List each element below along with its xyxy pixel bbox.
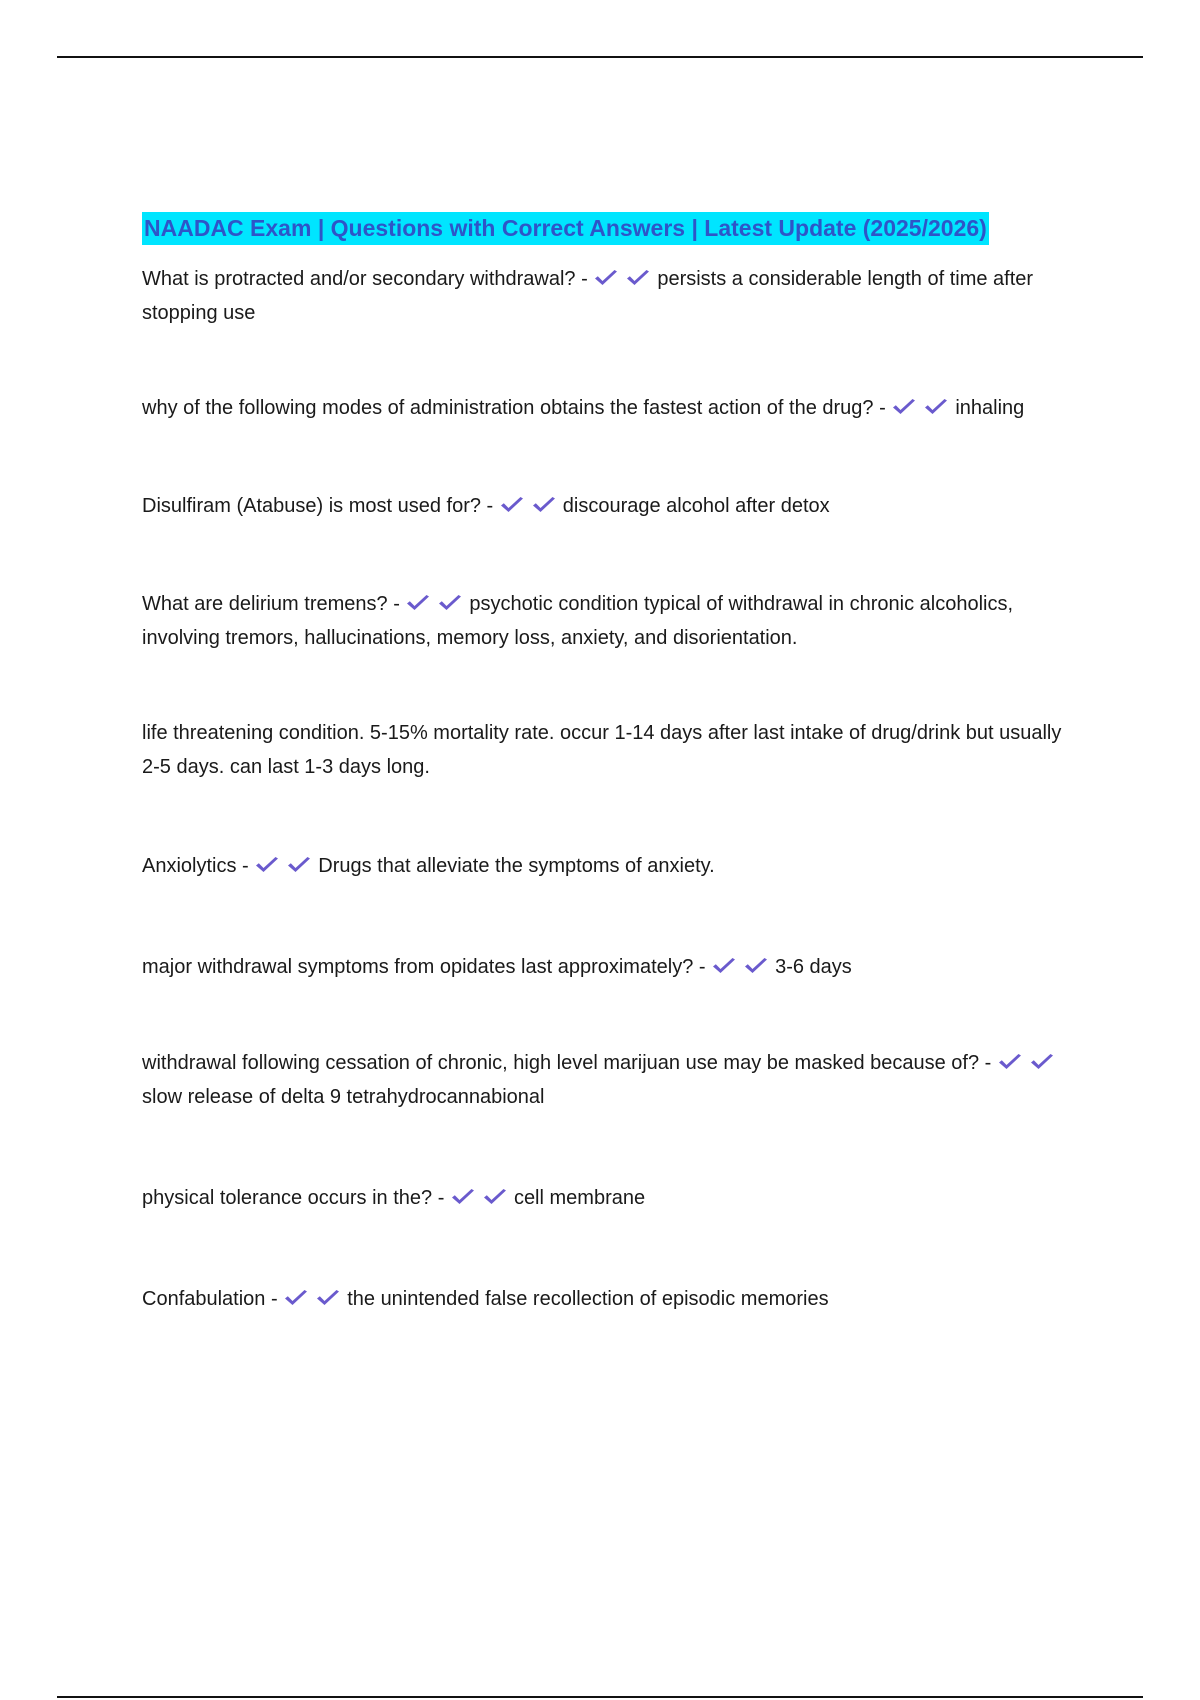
check-pair — [593, 268, 657, 290]
qa-item — [142, 391, 1072, 425]
check-icon — [286, 856, 312, 874]
answer-text: cell membrane — [513, 1187, 646, 1209]
qa-item — [142, 1282, 1072, 1316]
check-icon — [997, 1053, 1023, 1071]
question-text: What is protracted and/or secondary withdrawal? - — [142, 268, 594, 290]
document-body — [142, 212, 1072, 1316]
check-icon — [1029, 1053, 1055, 1071]
document-title: NAADAC Exam | Questions with Correct Answers | Latest Update (2025/2026) — [142, 212, 989, 245]
qa-item — [142, 587, 1072, 655]
check-pair — [283, 1288, 347, 1310]
check-icon — [711, 957, 737, 975]
question-text: withdrawal following cessation of chronic, high level marijuan use may be masked because of? - — [142, 1052, 997, 1074]
qa-note — [142, 716, 1072, 784]
check-icon — [482, 1188, 508, 1206]
check-icon — [593, 269, 619, 287]
question-text: major withdrawal symptoms from opidates last approximately? - — [142, 956, 712, 978]
check-icon — [283, 1289, 309, 1307]
answer-text: 3-6 days — [775, 956, 852, 978]
check-icon — [891, 398, 917, 416]
check-pair — [891, 397, 955, 419]
question-text: What are delirium tremens? - — [142, 593, 406, 615]
check-icon — [531, 496, 557, 514]
question-text: why of the following modes of administration obtains the fastest action of the drug? - — [142, 397, 892, 419]
answer-text: persists a considerable length of time after stopping use — [142, 268, 1034, 324]
qa-item — [142, 489, 1072, 523]
check-icon — [254, 856, 280, 874]
check-icon — [625, 269, 651, 287]
question-text: physical tolerance occurs in the? - — [142, 1187, 450, 1209]
check-icon — [499, 496, 525, 514]
question-text: Disulfiram (Atabuse) is most used for? - — [142, 495, 499, 517]
qa-list — [142, 262, 1072, 1316]
qa-item — [142, 1046, 1072, 1114]
answer-text: the unintended false recollection of episodic memories — [347, 1288, 829, 1310]
footer-rule — [57, 1696, 1143, 1698]
check-icon — [315, 1289, 341, 1307]
qa-item — [142, 849, 1072, 883]
check-pair — [450, 1187, 514, 1209]
check-pair — [405, 593, 469, 615]
check-pair — [499, 495, 563, 517]
header-rule — [57, 56, 1143, 58]
qa-item — [142, 1181, 1072, 1215]
check-icon — [450, 1188, 476, 1206]
check-icon — [743, 957, 769, 975]
qa-item — [142, 950, 1072, 984]
answer-text: discourage alcohol after detox — [562, 495, 830, 517]
check-pair — [997, 1052, 1061, 1074]
check-icon — [405, 594, 431, 612]
answer-text: Drugs that alleviate the symptoms of anxiety. — [318, 855, 715, 877]
check-icon — [923, 398, 949, 416]
answer-text: psychotic condition typical of withdrawal in chronic alcoholics, involving tremors, hallucinations, memory loss, anxiety, and disorientation. — [142, 593, 1014, 649]
question-text: Anxiolytics - — [142, 855, 255, 877]
question-text: Confabulation - — [142, 1288, 284, 1310]
check-icon — [437, 594, 463, 612]
qa-item — [142, 262, 1072, 330]
answer-text: inhaling — [955, 397, 1025, 419]
answer-text: slow release of delta 9 tetrahydrocannabional — [142, 1086, 545, 1108]
check-pair — [711, 956, 775, 978]
note-text: life threatening condition. 5-15% mortality rate. occur 1-14 days after last intake of drug/drink but usually 2-5 days. can last 1-3 days long. — [142, 722, 1062, 778]
check-pair — [254, 855, 318, 877]
